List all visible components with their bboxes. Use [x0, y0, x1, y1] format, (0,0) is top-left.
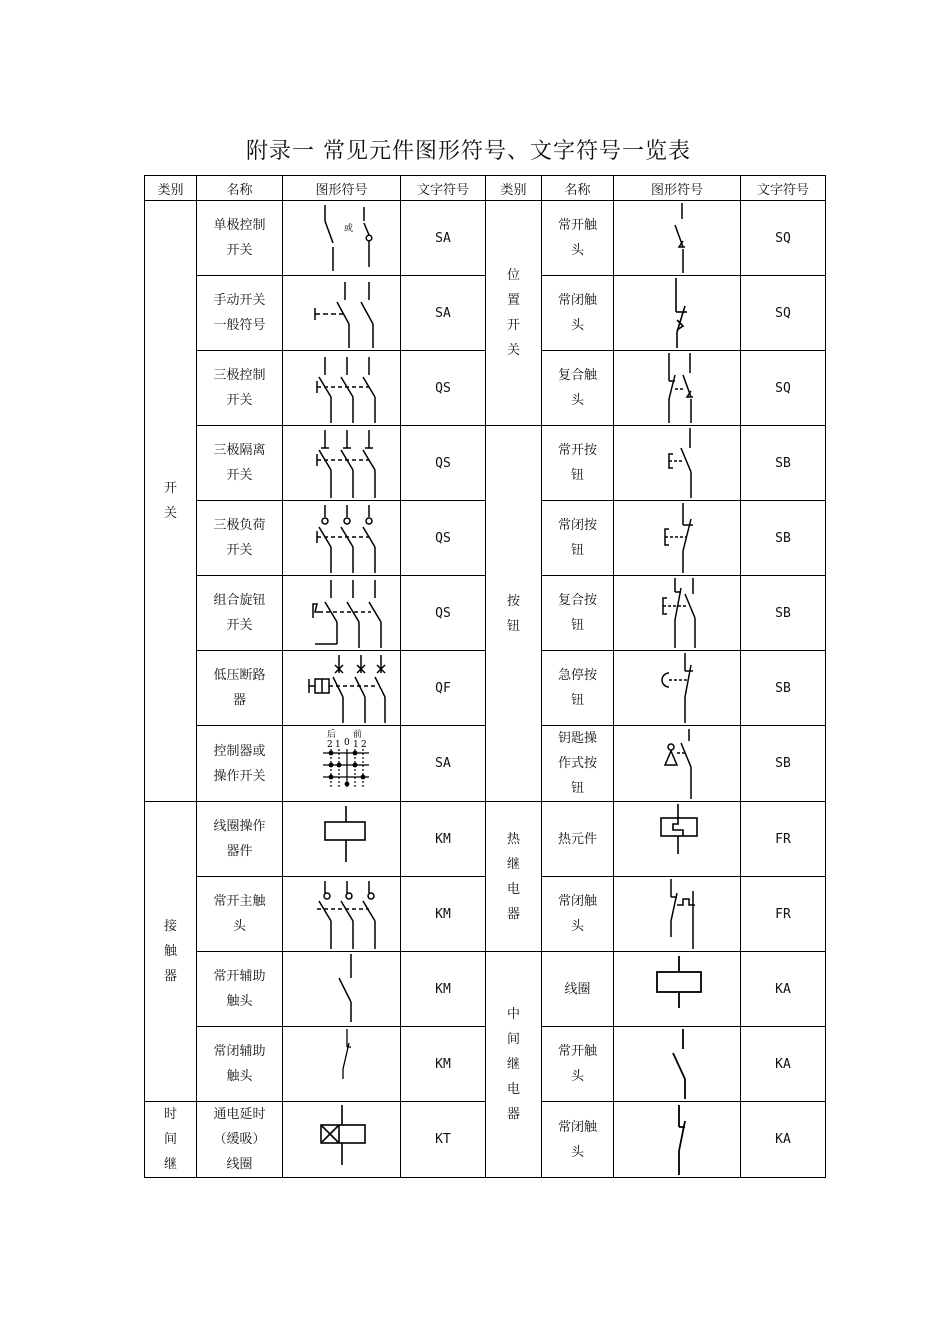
component-name: [197, 1102, 283, 1178]
name-line: 开关: [226, 243, 253, 258]
name-line: 开关: [226, 618, 253, 633]
name-line: 急停按: [557, 668, 597, 683]
table-row: [145, 726, 826, 802]
table-row: [145, 201, 826, 276]
category-char: 间: [506, 1032, 520, 1047]
category-char: 继: [163, 1157, 177, 1172]
component-name: [197, 201, 283, 276]
component-name: [542, 576, 614, 651]
category-char: 开: [163, 481, 177, 496]
table-row: [145, 1102, 826, 1178]
name-line: 三极负荷: [213, 518, 266, 533]
component-name: [542, 726, 614, 802]
category-char: 触: [163, 944, 177, 959]
header-row: [145, 176, 826, 201]
letter-code: SB: [741, 501, 826, 576]
category-contactor: [145, 802, 197, 1102]
component-name: [542, 501, 614, 576]
name-line: 钮: [570, 543, 584, 558]
category-char: 时: [163, 1107, 177, 1122]
or-text: 或: [343, 224, 353, 234]
header-category: 类别: [486, 176, 542, 201]
header-name: 名称: [542, 176, 614, 201]
name-line: 单极控制: [213, 218, 266, 233]
name-line: 常闭按: [557, 518, 597, 533]
single-pole-switch-icon: [283, 201, 401, 276]
letter-code: SQ: [741, 276, 826, 351]
table-row: [145, 576, 826, 651]
letter-code: SB: [741, 651, 826, 726]
letter-code: SB: [741, 576, 826, 651]
letter-code: KA: [741, 1027, 826, 1102]
name-line: 手动开关: [213, 293, 266, 308]
component-name: [542, 952, 614, 1027]
relay-contact-no-icon: [614, 1027, 741, 1102]
letter-code: KM: [401, 952, 486, 1027]
name-line: 常闭触: [557, 894, 597, 909]
position-num: 1: [352, 739, 359, 750]
name-line: 控制器或: [213, 743, 266, 759]
page-title: 附录一 常见元件图形符号、文字符号一览表: [246, 139, 691, 164]
letter-code: QF: [401, 651, 486, 726]
name-line: 触头: [226, 1069, 253, 1084]
category-position-switch: [486, 201, 542, 426]
category-char: 关: [163, 506, 177, 521]
manual-switch-icon: [283, 276, 401, 351]
name-line: 复合按: [557, 593, 597, 608]
component-name: [197, 1027, 283, 1102]
coil-icon: [283, 802, 401, 877]
name-line: 常开辅助: [213, 969, 266, 984]
key-button-icon: [614, 726, 741, 802]
name-line: 组合旋钮: [213, 593, 266, 608]
component-name: [542, 426, 614, 501]
front-label: 前: [352, 729, 362, 740]
component-name: [197, 877, 283, 952]
letter-code: KM: [401, 802, 486, 877]
name-line: 三极控制: [213, 368, 266, 383]
letter-code: KM: [401, 877, 486, 952]
component-name: [197, 802, 283, 877]
table-row: [145, 651, 826, 726]
category-char: 开: [506, 318, 520, 333]
aux-contact-nc-icon: [283, 1027, 401, 1102]
letter-code: QS: [401, 426, 486, 501]
back-label: 后: [326, 729, 336, 740]
name-line: 常开触: [557, 218, 597, 233]
position-num: 2: [360, 739, 367, 750]
table-row: [145, 802, 826, 877]
category-char: 热: [506, 831, 520, 847]
table-row: [145, 426, 826, 501]
header-graphic-symbol: 图形符号: [614, 176, 741, 201]
category-char: 电: [506, 881, 520, 897]
header-graphic-symbol: 图形符号: [283, 176, 401, 201]
component-name: [542, 351, 614, 426]
letter-code: SQ: [741, 351, 826, 426]
emergency-stop-icon: [614, 651, 741, 726]
name-line: （缓吸）: [213, 1132, 266, 1147]
name-line: 操作开关: [213, 768, 266, 784]
category-thermal-relay: [486, 802, 542, 952]
circuit-breaker-icon: [283, 651, 401, 726]
limit-switch-no-icon: [614, 201, 741, 276]
name-line: 常闭辅助: [213, 1044, 266, 1059]
position-num: 2: [326, 739, 333, 750]
three-pole-load-switch-icon: [283, 501, 401, 576]
pushbutton-compound-icon: [614, 576, 741, 651]
name-line: 头: [570, 393, 584, 408]
aux-contact-no-icon: [283, 952, 401, 1027]
name-line: 器: [232, 693, 246, 708]
position-num: 1: [334, 739, 341, 750]
controller-switch-icon: [283, 726, 401, 802]
delay-on-coil-icon: [283, 1102, 401, 1178]
table-row: [145, 877, 826, 952]
name-line: 线圈: [564, 981, 591, 997]
table-row: [145, 276, 826, 351]
category-char: 钮: [506, 618, 520, 634]
component-name: [542, 1102, 614, 1178]
component-name: [197, 651, 283, 726]
three-pole-isolator-icon: [283, 426, 401, 501]
header-name: 名称: [197, 176, 283, 201]
letter-code: FR: [741, 877, 826, 952]
category-char: 继: [506, 1057, 520, 1072]
table-row: [145, 351, 826, 426]
symbol-table: [144, 175, 826, 1178]
three-pole-control-switch-icon: [283, 351, 401, 426]
name-line: 常开主触: [213, 894, 266, 909]
main-contact-no-icon: [283, 877, 401, 952]
name-line: 钮: [570, 618, 584, 633]
name-line: 头: [570, 1069, 584, 1084]
name-line: 开关: [226, 543, 253, 558]
category-char: 接: [163, 919, 177, 934]
category-char: 置: [506, 293, 520, 308]
letter-code: QS: [401, 501, 486, 576]
letter-code: SB: [741, 426, 826, 501]
name-line: 三极隔离: [213, 443, 266, 458]
letter-code: QS: [401, 351, 486, 426]
category-button: [486, 426, 542, 802]
category-char: 位: [506, 268, 520, 283]
letter-code: SA: [401, 201, 486, 276]
name-line: 开关: [226, 468, 253, 483]
component-name: [197, 501, 283, 576]
category-char: 中: [506, 1007, 520, 1022]
letter-code: SB: [741, 726, 826, 802]
category-time-relay: [145, 1102, 197, 1178]
name-line: 低压断路: [213, 668, 266, 683]
name-line: 开关: [226, 393, 253, 408]
letter-code: SA: [401, 276, 486, 351]
component-name: [542, 802, 614, 877]
letter-code: SQ: [741, 201, 826, 276]
component-name: [197, 426, 283, 501]
name-line: 常闭触: [557, 293, 597, 308]
name-line: 作式按: [557, 756, 597, 771]
component-name: [197, 276, 283, 351]
relay-contact-nc-icon: [614, 1102, 741, 1178]
name-line: 常闭触: [557, 1119, 597, 1135]
name-line: 常开按: [557, 443, 597, 458]
category-switch: [145, 201, 197, 802]
component-name: [542, 877, 614, 952]
name-line: 线圈操作: [213, 819, 266, 834]
name-line: 复合触: [557, 368, 597, 383]
header-category: 类别: [145, 176, 197, 201]
name-line: 钮: [570, 693, 584, 708]
component-name: [542, 1027, 614, 1102]
category-char: 间: [163, 1132, 177, 1147]
name-line: 器件: [226, 844, 253, 859]
pushbutton-nc-icon: [614, 501, 741, 576]
name-line: 头: [232, 919, 246, 934]
name-line: 线圈: [226, 1157, 253, 1172]
component-name: [542, 201, 614, 276]
name-line: 头: [570, 1144, 584, 1160]
name-line: 常开触: [557, 1044, 597, 1059]
name-line: 通电延时: [213, 1107, 266, 1122]
letter-code: KT: [401, 1102, 486, 1178]
name-line: 触头: [226, 994, 253, 1009]
table-row: [145, 501, 826, 576]
position-num: 0: [343, 737, 350, 748]
name-line: 头: [570, 243, 584, 258]
component-name: [542, 276, 614, 351]
name-line: 头: [570, 919, 584, 934]
pushbutton-no-icon: [614, 426, 741, 501]
category-char: 器: [163, 969, 177, 984]
component-name: [197, 351, 283, 426]
component-name: [197, 952, 283, 1027]
table-row: [145, 952, 826, 1027]
letter-code: QS: [401, 576, 486, 651]
category-char: 按: [506, 593, 520, 609]
header-letter-symbol: 文字符号: [741, 176, 826, 201]
letter-code: KM: [401, 1027, 486, 1102]
name-line: 钮: [570, 468, 584, 483]
limit-switch-nc-icon: [614, 276, 741, 351]
name-line: 热元件: [557, 831, 597, 847]
category-char: 关: [506, 343, 520, 358]
table-row: [145, 1027, 826, 1102]
category-char: 器: [506, 906, 520, 922]
component-name: [197, 726, 283, 802]
letter-code: KA: [741, 1102, 826, 1178]
name-line: 一般符号: [213, 318, 266, 333]
letter-code: SA: [401, 726, 486, 802]
component-name: [542, 651, 614, 726]
rotary-switch-icon: [283, 576, 401, 651]
component-name: [197, 576, 283, 651]
category-char: 器: [506, 1107, 520, 1122]
header-letter-symbol: 文字符号: [401, 176, 486, 201]
thermal-element-icon: [614, 802, 741, 877]
name-line: 钮: [570, 781, 584, 796]
relay-coil-icon: [614, 952, 741, 1027]
category-char: 继: [506, 856, 520, 872]
name-line: 头: [570, 318, 584, 333]
category-char: 电: [506, 1082, 520, 1097]
name-line: 钥匙操: [557, 731, 597, 746]
limit-switch-compound-icon: [614, 351, 741, 426]
letter-code: FR: [741, 802, 826, 877]
letter-code: KA: [741, 952, 826, 1027]
thermal-contact-nc-icon: [614, 877, 741, 952]
category-intermediate-relay: [486, 952, 542, 1178]
